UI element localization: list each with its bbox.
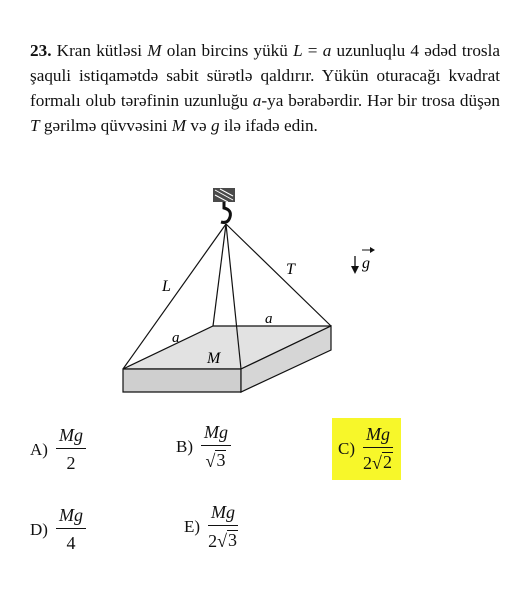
- choice-letter: B): [176, 436, 193, 456]
- sqrt: √ 2: [372, 452, 392, 473]
- question-part-1: Kran kütləsi: [51, 41, 148, 60]
- g-symbol: g: [210, 116, 220, 135]
- question-part-5: -ya bərabərdir. Hər bir trosa düşən: [261, 91, 500, 110]
- numerator: Mg: [208, 502, 238, 526]
- denominator-coef: 2: [363, 452, 373, 473]
- sqrt: √ 3: [205, 450, 226, 471]
- denominator-radicand: 2: [382, 452, 392, 472]
- choice-letter: A): [30, 439, 48, 459]
- denominator: [66, 529, 75, 554]
- label-T: T: [286, 261, 295, 278]
- tension-symbol: T: [30, 116, 40, 135]
- mass-symbol-2: M: [171, 116, 187, 135]
- length-symbol: L: [293, 41, 303, 60]
- choice-b[interactable]: [176, 422, 231, 472]
- mass-symbol: M: [147, 41, 162, 60]
- choice-letter: D): [30, 519, 48, 539]
- label-a-left: a: [172, 330, 180, 346]
- choice-fraction: [208, 502, 238, 552]
- denominator-coef: 2: [208, 530, 218, 551]
- choice-c[interactable]: [332, 418, 401, 480]
- label-a-top: a: [265, 311, 273, 327]
- label-L: L: [162, 278, 171, 295]
- crane-hook-icon: [213, 188, 235, 222]
- choice-fraction: [363, 424, 393, 474]
- denominator: [208, 526, 238, 552]
- load-slab: [123, 326, 331, 392]
- denominator-radicand: 3: [216, 450, 226, 470]
- numerator: Mg: [56, 425, 86, 449]
- choice-letter: E): [184, 516, 201, 536]
- numerator: Mg: [363, 424, 393, 448]
- label-M: M: [207, 350, 221, 367]
- question-part-4: uzunluqlu 4 ədəd trosla şaquli istiqamətdə sabit sürətlə qaldırır. Yükün oturacağı kvadrat formalı olub tərəfinin uzunluğu: [30, 41, 501, 110]
- denominator: [363, 448, 393, 474]
- question-part-3: =: [302, 41, 323, 60]
- label-g: g: [362, 255, 370, 272]
- choice-letter: C): [338, 438, 355, 458]
- sqrt: √ 3: [217, 530, 237, 551]
- choice-d[interactable]: [30, 505, 86, 554]
- choice-fraction: [201, 422, 231, 472]
- question-part-2: olan bircins yükü: [161, 41, 294, 60]
- denominator-coef: 2: [66, 453, 76, 473]
- denominator: [66, 449, 75, 474]
- choice-a[interactable]: [30, 425, 86, 474]
- question-part-8: ilə ifadə edin.: [219, 116, 318, 135]
- denominator-coef: 4: [66, 533, 76, 553]
- denominator-radicand: 3: [227, 530, 237, 550]
- question-part-7: və: [186, 116, 211, 135]
- question-number: 23.: [30, 41, 52, 60]
- denominator: [206, 446, 227, 472]
- choice-e[interactable]: [184, 502, 238, 552]
- side-symbol-2: a: [252, 91, 262, 110]
- choice-fraction: [56, 505, 86, 554]
- choice-fraction: [56, 425, 86, 474]
- question-part-6: gərilmə qüvvəsini: [39, 116, 172, 135]
- numerator: Mg: [56, 505, 86, 529]
- numerator: Mg: [201, 422, 231, 446]
- side-symbol: a: [322, 41, 332, 60]
